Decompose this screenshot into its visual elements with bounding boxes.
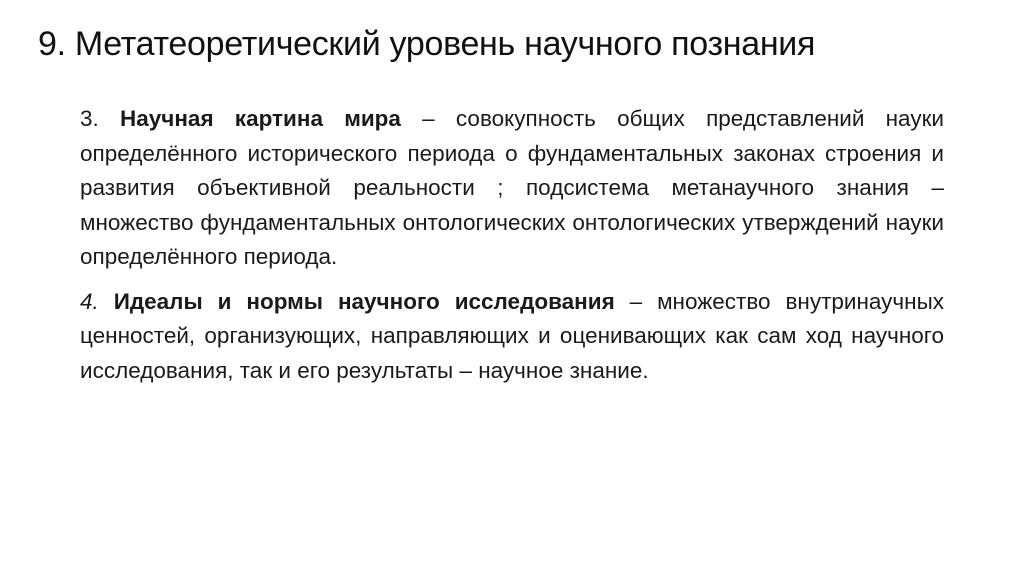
definition-world-picture: – совокупность общих представлений науки определённого исторического периода о фундаментальных законах строения и развития объективной реальности ; подсистема метанаучного знания – множество фундаментальных онтологических онтологических утверждений науки определённого периода. xyxy=(80,106,944,269)
term-world-picture: Научная картина мира xyxy=(120,106,401,131)
paragraph-world-picture xyxy=(80,102,944,275)
slide-body xyxy=(80,102,944,398)
definition-ideals-norms: – множество внутринаучных ценностей, организующих, направляющих и оценивающих как сам ход научного исследования, так и его результаты – научное знание. xyxy=(80,288,945,383)
paragraph-number: 4. xyxy=(80,288,99,314)
paragraph-number: 3. xyxy=(80,106,99,131)
term-ideals-norms: Идеалы и нормы научного исследования xyxy=(113,288,615,314)
slide-title: 9. Метатеоретический уровень научного познания xyxy=(38,25,816,63)
paragraph-ideals-norms xyxy=(80,285,944,389)
